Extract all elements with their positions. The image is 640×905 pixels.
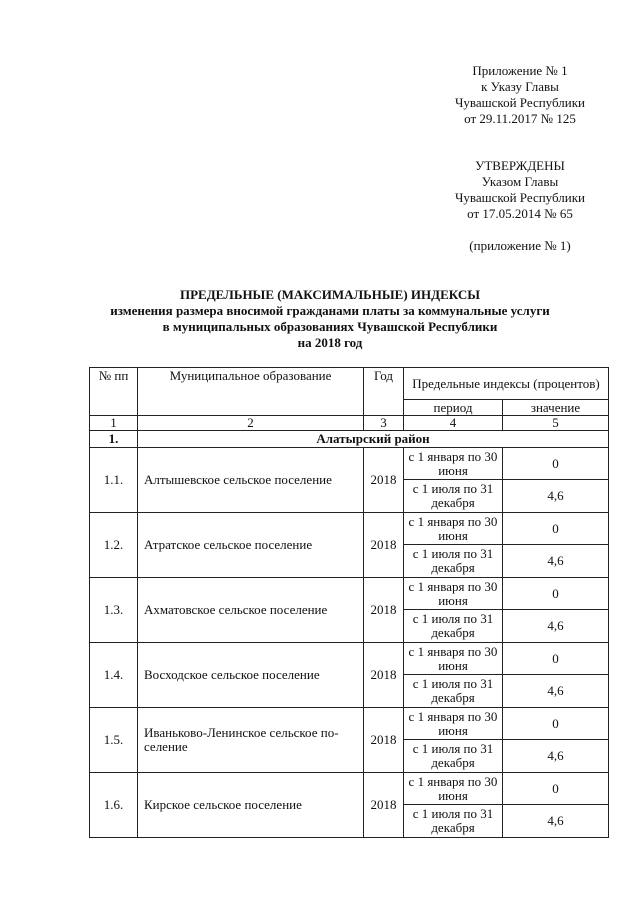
row-year: 2018 [364,448,404,513]
row-value: 4,6 [503,740,609,773]
table-row [90,513,609,545]
row-period: с 1 января по 30 июня [404,448,503,480]
row-value: 0 [503,578,609,610]
row-period: с 1 января по 30 июня [404,708,503,740]
title-line: ПРЕДЕЛЬНЫЕ (МАКСИМАЛЬНЫЕ) ИНДЕКСЫ [180,287,480,302]
title-line: на 2018 год [297,335,363,350]
row-year: 2018 [364,708,404,773]
col-header-municipality: Муниципальное образование [138,368,364,416]
appendix-line: к Указу Главы [481,79,559,94]
col-header-period: период [404,400,503,416]
table-row [90,708,609,740]
row-municipality: Ахматовское сельское поселение [138,578,364,643]
row-num: 1.3. [90,578,138,643]
row-value: 0 [503,643,609,675]
title-line: в муниципальных образованиях Чувашской Республики [162,319,498,334]
approved-line: Чувашской Республики [454,190,586,205]
row-municipality: Кирское сельское поселение [138,773,364,838]
document-title [80,287,580,351]
row-value: 0 [503,773,609,805]
row-municipality: Восходское сельское поселение [138,643,364,708]
table-row [90,578,609,610]
row-year: 2018 [364,578,404,643]
approved-header [420,158,620,222]
col-header-value: значение [503,400,609,416]
row-period: с 1 января по 30 июня [404,643,503,675]
row-value: 4,6 [503,805,609,838]
column-number: 5 [503,416,609,431]
title-line: изменения размера вносимой гражданами платы за коммунальные услуги [110,303,550,318]
district-row [90,431,609,448]
row-period: с 1 июля по 31 декабря [404,805,503,838]
row-period: с 1 июля по 31 декабря [404,610,503,643]
appendix-line: Чувашской Республики [454,95,586,110]
row-municipality: Алтышевское сельское поселение [138,448,364,513]
row-period: с 1 июля по 31 декабря [404,480,503,513]
row-value: 4,6 [503,610,609,643]
row-value: 4,6 [503,480,609,513]
table-row [90,773,609,805]
approved-line: УТВЕРЖДЕНЫ [475,158,565,173]
column-numbers-row [90,416,609,431]
row-period: с 1 июля по 31 декабря [404,675,503,708]
row-num: 1.5. [90,708,138,773]
col-header-year: Год [364,368,404,416]
row-municipality: Атратское сельское поселение [138,513,364,578]
col-header-num: № пп [90,368,138,416]
row-value: 4,6 [503,545,609,578]
column-number: 4 [404,416,503,431]
row-period: с 1 июля по 31 декабря [404,740,503,773]
approved-line: от 17.05.2014 № 65 [467,206,573,221]
row-value: 4,6 [503,675,609,708]
district-num: 1. [90,431,138,448]
row-num: 1.6. [90,773,138,838]
row-municipality: Иваньково-Ленинское сельское по-селение [138,708,364,773]
table-row [90,448,609,480]
row-period: с 1 июля по 31 декабря [404,545,503,578]
column-number: 1 [90,416,138,431]
row-year: 2018 [364,643,404,708]
col-header-indexes: Предельные индексы (процентов) [404,368,609,400]
appendix-line: Приложение № 1 [472,63,568,78]
district-name: Алатырский район [138,431,609,448]
row-num: 1.1. [90,448,138,513]
approved-line: Указом Главы [481,174,559,189]
row-value: 0 [503,708,609,740]
row-year: 2018 [364,773,404,838]
row-period: с 1 января по 30 июня [404,773,503,805]
row-period: с 1 января по 30 июня [404,578,503,610]
row-num: 1.4. [90,643,138,708]
appendix-note: (приложение № 1) [469,238,571,253]
indexes-table [89,367,609,838]
column-number: 3 [364,416,404,431]
row-year: 2018 [364,513,404,578]
table-row [90,643,609,675]
column-number: 2 [138,416,364,431]
row-value: 0 [503,448,609,480]
row-period: с 1 января по 30 июня [404,513,503,545]
appendix-line: от 29.11.2017 № 125 [464,111,576,126]
appendix-header [420,63,620,127]
row-value: 0 [503,513,609,545]
row-num: 1.2. [90,513,138,578]
